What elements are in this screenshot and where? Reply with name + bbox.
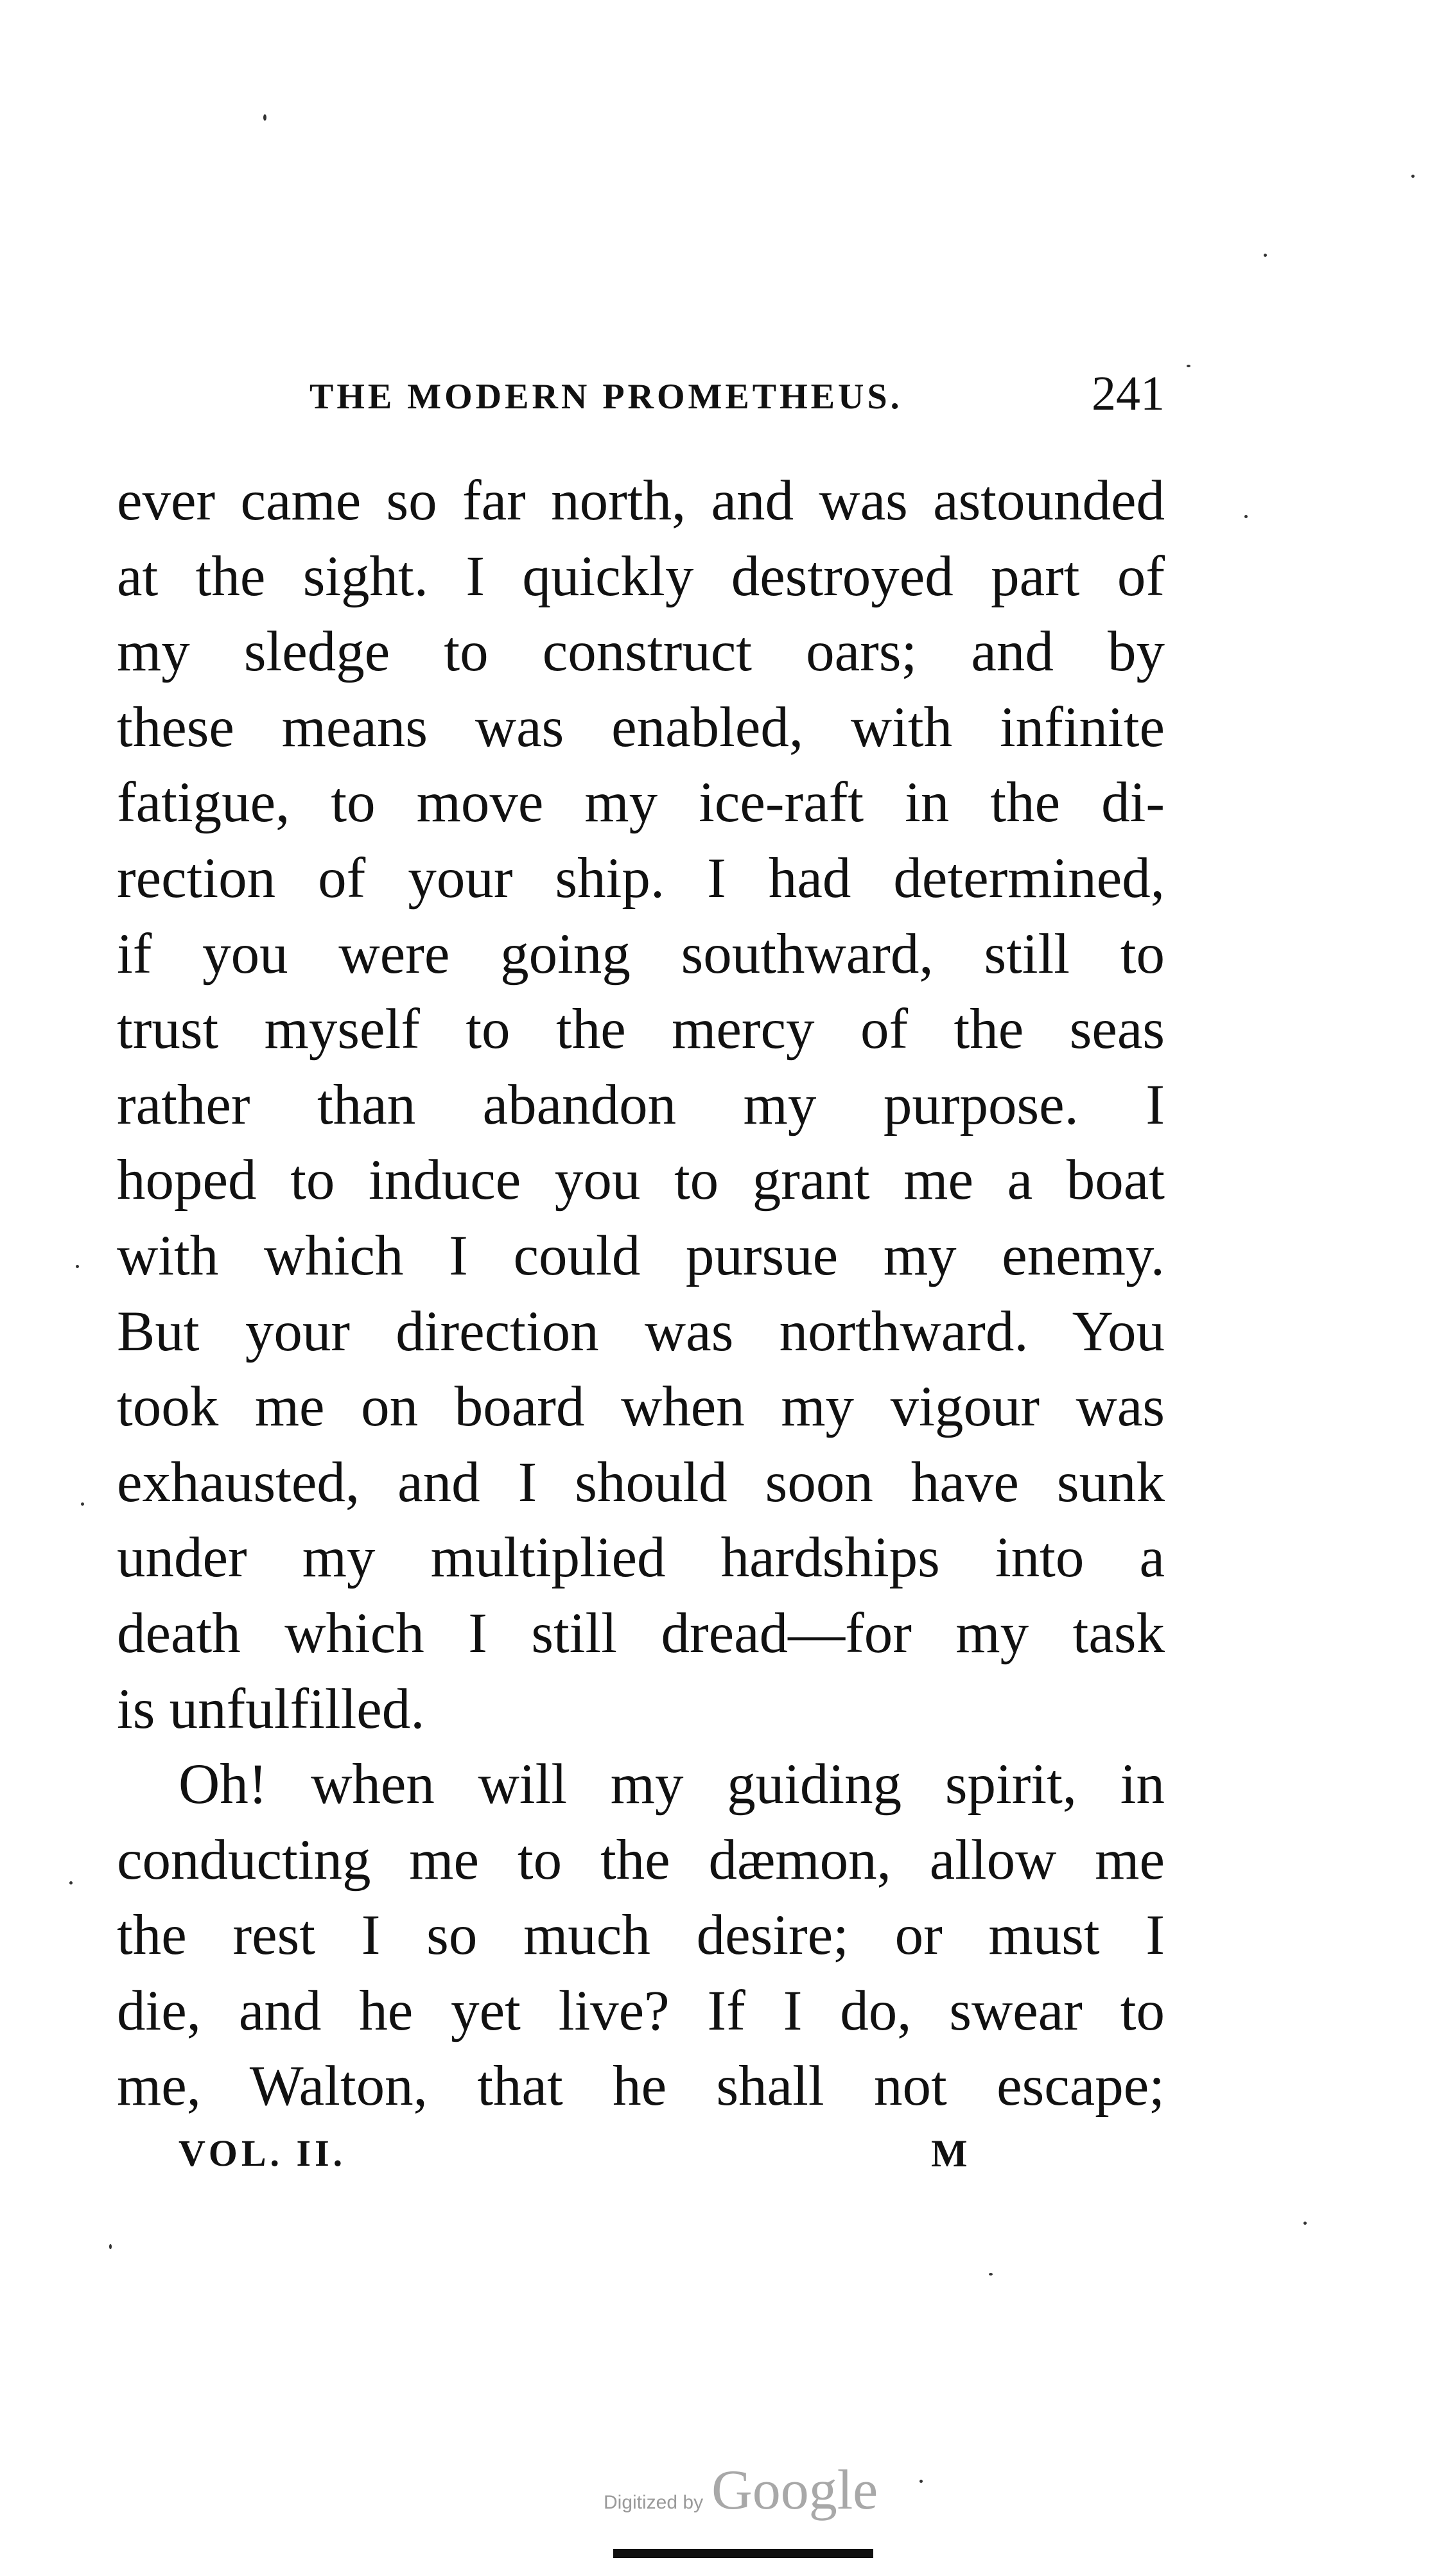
- text-line: rection of your ship. I had determined,: [117, 846, 1165, 910]
- scan-speck: [1303, 2222, 1307, 2225]
- scan-speck: [1411, 175, 1415, 178]
- scan-speck: [69, 1881, 73, 1884]
- scan-speck: [76, 1265, 79, 1268]
- text-line: took me on board when my vigour was: [117, 1375, 1165, 1439]
- bottom-rule: [613, 2549, 873, 2558]
- text-line: exhausted, and I should soon have sunk: [117, 1450, 1165, 1514]
- text-line: But your direction was northward. You: [117, 1300, 1165, 1363]
- text-line: hoped to induce you to grant me a boat: [117, 1149, 1165, 1212]
- text-line-paragraph-start: Oh! when will my guiding spirit, in: [179, 1753, 1165, 1816]
- signature-mark: M: [931, 2132, 968, 2175]
- scan-speck: [989, 2273, 993, 2276]
- text-line: trust myself to the mercy of the seas: [117, 998, 1165, 1061]
- scan-speck: [919, 2480, 923, 2483]
- digitized-by-label: Digitized by: [604, 2492, 704, 2513]
- text-line: die, and he yet live? If I do, swear to: [117, 1979, 1165, 2042]
- text-line: if you were going southward, still to: [117, 922, 1165, 986]
- scan-speck: [1264, 254, 1267, 257]
- running-title: THE MODERN PROMETHEUS.: [309, 377, 903, 417]
- volume-label: VOL. II.: [179, 2132, 347, 2174]
- scan-speck: [109, 2244, 112, 2249]
- text-line: at the sight. I quickly destroyed part of: [117, 544, 1165, 608]
- google-logo: Google: [711, 2459, 878, 2521]
- scan-speck: [1244, 515, 1248, 518]
- body-text: [117, 464, 1165, 2125]
- scan-speck: [1187, 365, 1190, 367]
- page-number: 241: [1092, 367, 1165, 421]
- text-line: the rest I so much desire; or must I: [117, 1904, 1165, 1967]
- scan-speck: [263, 114, 266, 121]
- text-line: these means was enabled, with infinite: [117, 695, 1165, 759]
- digitized-watermark: [604, 2458, 878, 2521]
- scan-speck: [81, 1502, 84, 1506]
- text-line: death which I still dread—for my task: [117, 1601, 1165, 1665]
- text-line: ever came so far north, and was astounded: [117, 469, 1165, 532]
- text-line: with which I could pursue my enemy.: [117, 1224, 1165, 1287]
- text-line: rather than abandon my purpose. I: [117, 1073, 1165, 1136]
- text-line: my sledge to construct oars; and by: [117, 620, 1165, 684]
- text-line: conducting me to the dæmon, allow me: [117, 1828, 1165, 1892]
- text-line: me, Walton, that he shall not escape;: [117, 2055, 1165, 2118]
- text-line: under my multiplied hardships into a: [117, 1526, 1165, 1590]
- text-line-paragraph-end: is unfulfilled.: [117, 1677, 425, 1741]
- text-line: fatigue, to move my ice-raft in the di-: [117, 771, 1165, 835]
- running-head: [117, 366, 1165, 424]
- page-footer: [117, 2132, 1165, 2189]
